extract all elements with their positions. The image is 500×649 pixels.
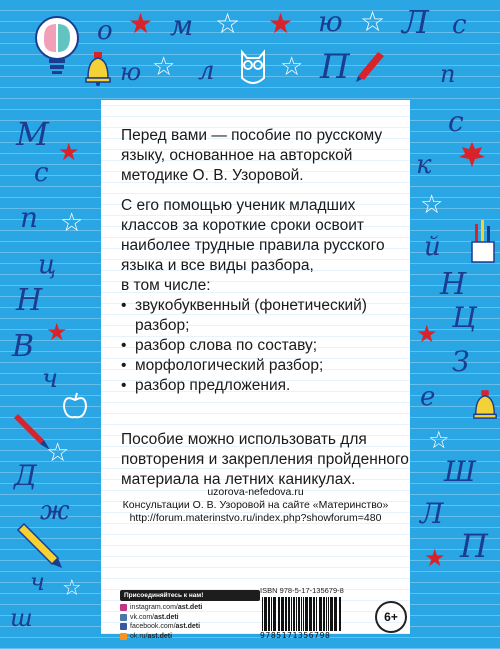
letter-yu2: ю [120,58,142,86]
contact-links [101,486,410,525]
barcode-bar [313,597,315,631]
vk-icon [120,614,127,621]
barcode-bar [334,597,337,631]
barcode-bar [316,597,317,631]
star-icon: ☆ [46,438,70,468]
letter-D: Д [14,459,37,492]
list-item: • морфологический разбор; [121,356,411,376]
letter-m: м [170,9,194,42]
star-icon: ★ [268,7,294,40]
consult-text: Консультации О. В. Узоровой на сайте «Материнство» [122,499,389,511]
isbn-block [260,586,370,640]
list-item: • звукобуквенный (фонетический) разбор; [121,296,411,336]
social-block [120,590,260,641]
barcode-bar [319,597,322,631]
age-rating-badge: 6+ [375,601,407,633]
letter-ts: п [440,60,456,88]
letter-k: к [416,150,432,180]
letter-y: й [424,232,441,262]
bell-icon [84,52,112,86]
social-link[interactable]: vk.com/ ast.deti [120,613,260,623]
letter-P-right: П [460,527,488,565]
letter-M-cap: М [16,115,49,153]
letter-ch: ч [42,364,59,394]
letter-N-cap: Н [16,283,43,318]
star-icon: ☆ [360,5,386,38]
intro-text: Перед вами — пособие по русскому языку, основанное на авторской методике О. В. Узоровой. [121,127,383,184]
barcode-bar [262,597,263,631]
barcode-bar [291,597,292,631]
isbn-code: ISBN 978-5-17-135679-8 [260,586,344,595]
list-item: • разбор предложения. [121,376,411,396]
analysis-list [121,296,411,396]
barcode-bar [303,597,304,631]
letter-s2: с [34,158,49,188]
barcode-bar [285,597,287,631]
ok-icon [120,633,127,640]
social-header: Присоединяйтесь к нам! [120,590,260,601]
star-icon: ☆ [152,52,176,82]
letter-L: Л [402,3,429,41]
letter-s: с [452,10,467,40]
letter-l: л [198,56,215,86]
letter-N-right: Н [440,267,467,302]
letter-ts2: ц [38,250,57,280]
social-link[interactable]: instagram.com/ ast.deti [120,603,260,613]
apple-icon [62,392,88,420]
star-icon: ★ [128,7,154,40]
star-icon: ☆ [215,7,241,40]
brain-lightbulb-icon [34,15,80,77]
bell-icon [472,390,498,422]
letter-s-right: с [448,105,464,138]
barcode-bar [264,597,267,631]
barcode-bar [326,597,327,631]
barcode-bar [328,597,329,631]
main-paragraph-cont: в том числе: [121,277,211,294]
barcode-bar [301,597,302,631]
barcode-bar [268,597,270,631]
site-link[interactable]: uzorova-nefedova.ru [207,486,304,498]
list-item: • разбор слова по составу; [121,336,411,356]
barcode-bar [293,597,295,631]
star-icon: ★ [416,320,438,348]
barcode-bar [296,597,297,631]
letter-yu: ю [318,5,343,38]
star-icon: ☆ [420,190,444,220]
social-link[interactable]: ok.ru/ ast.deti [120,632,260,642]
maple-leaf-icon [458,140,486,168]
letter-ch2: ч [30,568,45,596]
barcode-bar [330,597,333,631]
social-link[interactable]: facebook.com/ ast.deti [120,622,260,632]
star-icon: ★ [46,318,68,346]
instagram-icon [120,604,127,611]
facebook-icon [120,623,127,630]
star-icon: ★ [424,544,446,572]
pen-icon [352,46,388,82]
letter-Z-cap: З [452,345,470,378]
letter-o: о [97,16,113,46]
barcode-bar [271,597,272,631]
letter-Ts: Ц [452,301,477,334]
barcode-bar [298,597,300,631]
star-icon: ☆ [62,576,82,601]
letter-L-right: Л [420,497,444,530]
letter-p: п [20,201,39,234]
forum-link[interactable]: http://forum.materinstvo.ru/index.php?showforum=480 [129,512,382,524]
letter-zh: ж [40,496,70,526]
pencil-icon [14,520,64,570]
barcode-bar [323,597,325,631]
letter-V-cap: В [12,329,35,364]
star-icon: ☆ [280,52,304,82]
barcode-bar [309,597,312,631]
star-icon: ☆ [60,208,84,238]
outro-text: Пособие можно использовать для повторения и закрепления пройденного материала на летних каникулах. [121,431,409,488]
barcode [260,597,370,631]
star-icon: ☆ [428,426,450,454]
main-text [121,196,411,396]
barcode-bar [278,597,280,631]
star-icon: ★ [58,138,80,166]
barcode-bar [339,597,341,631]
pencil-cup-icon [470,220,496,264]
letter-sh: ш [10,604,33,632]
barcode-bar [281,597,284,631]
letter-Sh: Ш [444,455,476,488]
letter-e: е [420,382,436,412]
main-paragraph: С его помощью ученик младших классов за короткие сроки освоит наиболее трудные правила русского языка и все виды разбора, [121,197,385,274]
barcode-number: 9785171356798 [260,631,331,640]
owl-icon [238,48,268,88]
letter-p-cap: П [320,47,350,87]
barcode-bar [273,597,276,631]
barcode-bar [288,597,290,631]
barcode-bar [305,597,308,631]
description-panel [101,100,410,634]
